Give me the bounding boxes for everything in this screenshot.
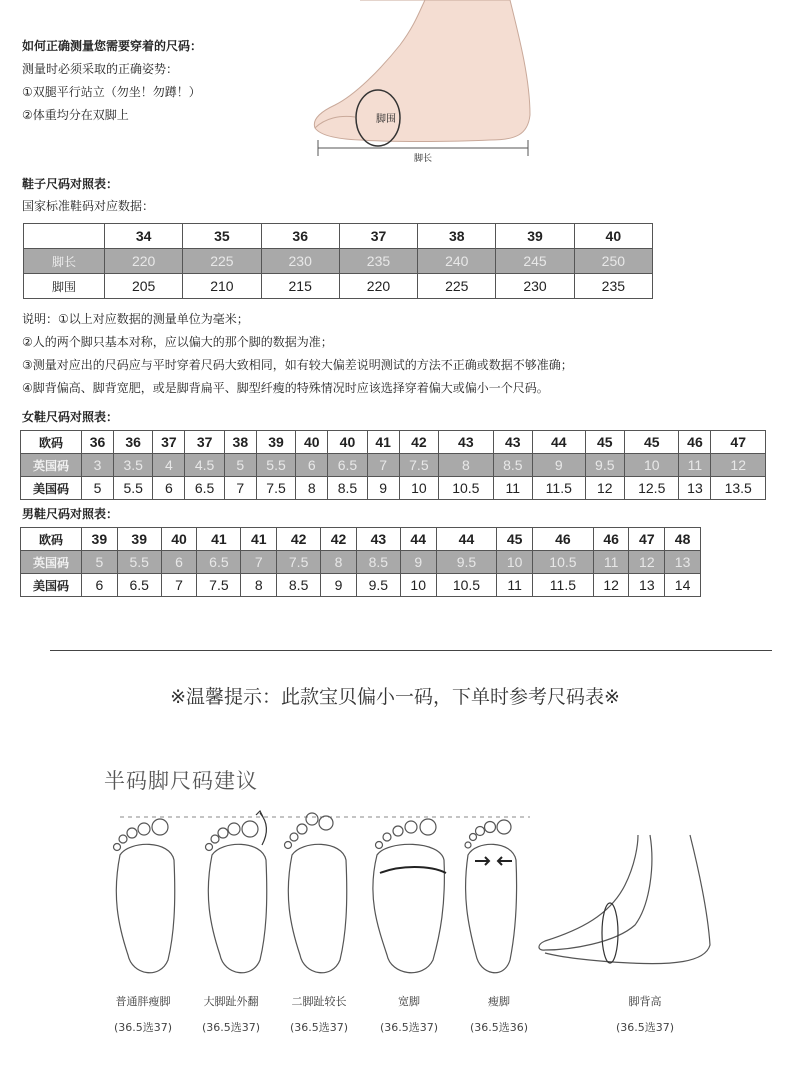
table-cell: 10.5	[439, 477, 493, 500]
foot-type-size: (36.5选37)	[201, 1021, 261, 1034]
row-label-foot-girth: 脚围	[24, 274, 105, 299]
measure-title: 如何正确测量您需要穿着的尺码：	[22, 39, 203, 53]
table-cell: 235	[339, 249, 417, 274]
half-size-title: 半码脚尺码建议	[104, 769, 258, 793]
table-cell: 9.5	[356, 574, 400, 597]
table-cell: 6.5	[197, 551, 241, 574]
table-row	[21, 574, 701, 597]
table-row	[21, 528, 701, 551]
note-4: ④脚背偏高、脚背宽肥，或是脚背扁平、脚型纤瘦的特殊情况时应该选择穿着偏大或偏小一个尺码。	[22, 381, 549, 395]
table-cell: 6	[153, 477, 185, 500]
foot-type-name: 脚背高	[628, 995, 662, 1008]
row-label: 英国码	[21, 551, 82, 574]
table-cell: 7	[241, 551, 277, 574]
table-row	[21, 454, 766, 477]
table-cell: 42	[277, 528, 321, 551]
table-cell: 9	[400, 551, 436, 574]
table-cell: 10	[497, 551, 533, 574]
size-header: 35	[183, 224, 261, 249]
shoe-size-table	[23, 223, 653, 299]
table-cell: 47	[711, 431, 766, 454]
foot-type-name: 瘦脚	[488, 995, 510, 1008]
table-cell: 5	[224, 454, 256, 477]
posture-text: 测量时必须采取的正确姿势：	[22, 62, 179, 76]
foot-type-hallux	[186, 993, 276, 1035]
foot-type-size: (36.5选37)	[615, 1021, 675, 1034]
table-cell: 12	[593, 574, 629, 597]
foot-measure-illustration	[300, 0, 550, 170]
row-label: 美国码	[21, 574, 82, 597]
table-cell: 250	[574, 249, 652, 274]
table-cell: 39	[82, 528, 118, 551]
table-cell: 40	[328, 431, 367, 454]
table-cell: 41	[241, 528, 277, 551]
table-cell: 240	[418, 249, 496, 274]
table-cell: 45	[625, 431, 679, 454]
table-cell: 44	[533, 431, 585, 454]
table-cell: 8	[439, 454, 493, 477]
table-cell: 9.5	[585, 454, 624, 477]
tip-text: ※温馨提示：此款宝贝偏小一码，下单时参考尺码表※	[170, 686, 620, 708]
table-cell: 4.5	[185, 454, 224, 477]
step1-text: ①双腿平行站立（勿坐！勿蹲！）	[22, 85, 201, 99]
table-cell: 12	[629, 551, 665, 574]
table-cell: 9.5	[436, 551, 497, 574]
table-cell: 39	[117, 528, 161, 551]
foot-high-instep-icon	[539, 835, 710, 964]
foot-type-size: (36.5选37)	[379, 1021, 439, 1034]
foot-type-name: 宽脚	[398, 995, 420, 1008]
table-cell: 10.5	[533, 551, 594, 574]
foot-type-illustrations	[90, 805, 730, 990]
table-cell: 13	[679, 477, 711, 500]
table-row	[21, 431, 766, 454]
table-cell: 12.5	[625, 477, 679, 500]
foot-hallux-valgus-icon	[206, 811, 267, 973]
section-divider	[50, 650, 772, 651]
table-cell: 8.5	[493, 454, 532, 477]
table-cell: 10	[400, 574, 436, 597]
table-cell: 4	[153, 454, 185, 477]
table-cell: 9	[533, 454, 585, 477]
table-cell: 6	[161, 551, 197, 574]
table-cell: 43	[356, 528, 400, 551]
table-cell: 5.5	[117, 551, 161, 574]
table-cell: 215	[261, 274, 339, 299]
table-cell: 43	[493, 431, 532, 454]
table-cell: 8	[321, 551, 357, 574]
table-cell: 41	[367, 431, 399, 454]
table-cell: 39	[256, 431, 295, 454]
table-cell: 13	[629, 574, 665, 597]
table-cell: 37	[185, 431, 224, 454]
men-size-table	[20, 527, 701, 597]
table-cell: 36	[113, 431, 152, 454]
foot-type-name: 二脚趾较长	[291, 995, 347, 1008]
table-cell: 10.5	[436, 574, 497, 597]
row-label-foot-length: 脚长	[24, 249, 105, 274]
table-cell: 14	[665, 574, 701, 597]
table-cell: 10	[625, 454, 679, 477]
table-cell: 47	[629, 528, 665, 551]
size-header: 36	[261, 224, 339, 249]
table-cell: 37	[153, 431, 185, 454]
foot-length-label: 脚长	[412, 151, 434, 164]
table-cell: 7.5	[197, 574, 241, 597]
step2-text: ②体重均分在双脚上	[22, 108, 129, 122]
foot-type-name: 大脚趾外翻	[203, 995, 259, 1008]
table-cell: 11	[493, 477, 532, 500]
table-cell: 235	[574, 274, 652, 299]
foot-type-wide	[364, 993, 454, 1035]
table-cell: 48	[665, 528, 701, 551]
foot-type-size: (36.5选37)	[113, 1021, 173, 1034]
note-3: ③测量对应出的尺码应与平时穿着尺码大致相同，如有较大偏差说明测试的方法不正确或数据不够准确；	[22, 358, 573, 372]
table-cell: 40	[161, 528, 197, 551]
table-cell: 11	[497, 574, 533, 597]
table-cell: 46	[593, 528, 629, 551]
table-cell: 7.5	[399, 454, 438, 477]
table-cell: 7.5	[277, 551, 321, 574]
foot-type-normal	[98, 993, 188, 1035]
shoe-chart-title: 鞋子尺码对照表：	[22, 177, 119, 191]
shoe-chart-subtitle: 国家标准鞋码对应数据：	[22, 199, 155, 213]
table-cell: 43	[439, 431, 493, 454]
row-label: 英国码	[21, 454, 82, 477]
foot-girth-label: 脚围	[376, 114, 396, 125]
foot-type-narrow	[454, 993, 544, 1035]
size-header: 40	[574, 224, 652, 249]
table-cell: 11	[593, 551, 629, 574]
table-cell: 45	[585, 431, 624, 454]
table-cell: 230	[496, 274, 574, 299]
note-2: ②人的两个脚只基本对称，应以偏大的那个脚的数据为准；	[22, 335, 333, 349]
table-cell: 5.5	[113, 477, 152, 500]
table-cell: 245	[496, 249, 574, 274]
table-cell: 220	[339, 274, 417, 299]
table-cell: 42	[399, 431, 438, 454]
table-cell: 8.5	[277, 574, 321, 597]
table-cell: 6.5	[117, 574, 161, 597]
men-chart-title: 男鞋尺码对照表：	[22, 507, 119, 521]
size-header: 34	[105, 224, 183, 249]
table-cell: 6	[296, 454, 328, 477]
foot-type-size: (36.5选37)	[289, 1021, 349, 1034]
table-cell: 8.5	[328, 477, 367, 500]
foot-type-second-toe	[274, 993, 364, 1035]
row-label: 欧码	[21, 431, 82, 454]
table-cell: 38	[224, 431, 256, 454]
foot-type-name: 普通胖瘦脚	[115, 995, 171, 1008]
table-cell: 7	[224, 477, 256, 500]
table-cell: 230	[261, 249, 339, 274]
foot-narrow-icon	[465, 820, 517, 973]
table-cell: 7	[367, 454, 399, 477]
table-cell: 40	[296, 431, 328, 454]
table-cell: 6.5	[328, 454, 367, 477]
table-cell: 225	[418, 274, 496, 299]
size-header: 37	[339, 224, 417, 249]
table-cell: 3	[82, 454, 114, 477]
table-cell: 12	[711, 454, 766, 477]
foot-normal-icon	[114, 819, 175, 973]
foot-wide-icon	[373, 819, 446, 973]
header-empty-cell	[24, 224, 105, 249]
row-label: 美国码	[21, 477, 82, 500]
table-cell: 46	[533, 528, 594, 551]
table-cell: 9	[321, 574, 357, 597]
table-cell: 210	[183, 274, 261, 299]
foot-long-second-toe-icon	[285, 813, 347, 973]
table-cell: 44	[436, 528, 497, 551]
table-cell: 45	[497, 528, 533, 551]
table-cell: 6	[82, 574, 118, 597]
table-cell: 5	[82, 551, 118, 574]
table-cell: 3.5	[113, 454, 152, 477]
women-size-table	[20, 430, 766, 500]
table-cell: 42	[321, 528, 357, 551]
table-cell: 10	[399, 477, 438, 500]
table-row	[21, 551, 701, 574]
table-cell: 220	[105, 249, 183, 274]
women-chart-title: 女鞋尺码对照表：	[22, 410, 119, 424]
table-cell: 36	[82, 431, 114, 454]
table-cell: 205	[105, 274, 183, 299]
table-cell: 8	[296, 477, 328, 500]
table-cell: 6.5	[185, 477, 224, 500]
foot-type-high-instep	[600, 993, 690, 1035]
row-label: 欧码	[21, 528, 82, 551]
note-1: 说明：①以上对应数据的测量单位为毫米；	[22, 312, 249, 326]
table-cell: 9	[367, 477, 399, 500]
table-cell: 46	[679, 431, 711, 454]
table-cell: 8	[241, 574, 277, 597]
table-cell: 12	[585, 477, 624, 500]
size-header: 38	[418, 224, 496, 249]
table-cell: 11	[679, 454, 711, 477]
table-cell: 44	[400, 528, 436, 551]
size-header: 39	[496, 224, 574, 249]
table-cell: 8.5	[356, 551, 400, 574]
table-cell: 13	[665, 551, 701, 574]
table-cell: 11.5	[533, 574, 594, 597]
table-cell: 13.5	[711, 477, 766, 500]
table-cell: 5	[82, 477, 114, 500]
table-cell: 5.5	[256, 454, 295, 477]
table-cell: 225	[183, 249, 261, 274]
table-cell: 7	[161, 574, 197, 597]
table-cell: 7.5	[256, 477, 295, 500]
table-cell: 41	[197, 528, 241, 551]
foot-type-size: (36.5选36)	[469, 1021, 529, 1034]
table-cell: 11.5	[533, 477, 585, 500]
table-row	[21, 477, 766, 500]
